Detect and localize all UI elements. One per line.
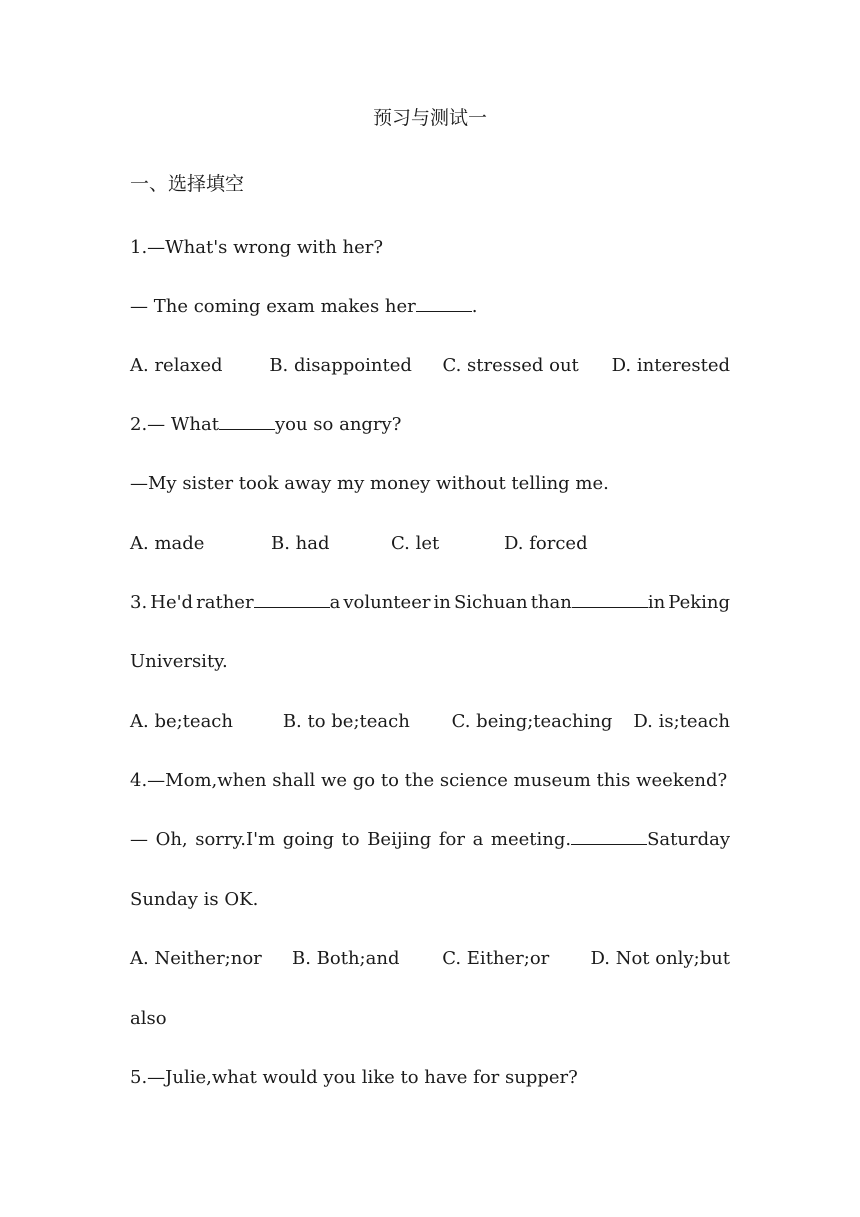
question-1-stem: 1.—What's wrong with her? bbox=[130, 237, 384, 258]
stem-word: volunteer bbox=[343, 592, 431, 613]
reply-text: — The coming exam makes her bbox=[130, 296, 416, 317]
page-title: 预习与测试一 bbox=[372, 107, 487, 129]
answer-blank bbox=[571, 826, 647, 845]
reply-word: Saturday bbox=[647, 829, 730, 850]
question-1-options bbox=[130, 352, 730, 380]
option-c: C. Either;or bbox=[442, 948, 550, 969]
reply-word: Beijing bbox=[367, 829, 432, 850]
question-2-reply: —My sister took away my money without telling me. bbox=[130, 473, 609, 494]
question-4-options bbox=[130, 945, 730, 973]
reply-word: Oh, bbox=[155, 829, 188, 850]
option-b: B. had bbox=[271, 533, 330, 554]
stem-word-with-blank bbox=[196, 589, 340, 617]
question-1-reply bbox=[130, 293, 730, 321]
stem-word-with-blank bbox=[531, 589, 666, 617]
option-a: A. relaxed bbox=[130, 355, 223, 376]
answer-blank bbox=[572, 589, 648, 608]
option-a: A. be;teach bbox=[130, 711, 233, 732]
stem-word: in bbox=[647, 592, 666, 613]
option-a: A. made bbox=[130, 533, 205, 554]
stem-word: in bbox=[433, 592, 451, 613]
stem-text: 2.— What bbox=[130, 414, 219, 435]
question-4-stem: 4.—Mom,when shall we go to the science museum this weekend? bbox=[130, 770, 728, 791]
question-5-stem: 5.—Julie,what would you like to have for supper? bbox=[130, 1067, 578, 1088]
question-4-reply-continued: Sunday is OK. bbox=[130, 889, 259, 910]
stem-word: Sichuan bbox=[453, 592, 528, 613]
option-b: B. to be;teach bbox=[282, 711, 410, 732]
answer-blank bbox=[219, 411, 275, 430]
option-a: A. Neither;nor bbox=[130, 948, 262, 969]
option-b: B. disappointed bbox=[269, 355, 412, 376]
answer-blank bbox=[254, 589, 330, 608]
stem-word: rather bbox=[196, 592, 254, 613]
reply-word: for bbox=[438, 829, 465, 850]
question-3-stem-continued: University. bbox=[130, 651, 228, 672]
option-d: D. forced bbox=[504, 533, 588, 554]
option-c: C. let bbox=[391, 533, 440, 554]
option-d: D. is;teach bbox=[633, 711, 730, 732]
reply-word: — bbox=[130, 829, 148, 850]
stem-word: a bbox=[329, 592, 341, 613]
stem-word: 3. bbox=[130, 592, 148, 613]
reply-word: going bbox=[282, 829, 334, 850]
option-d: D. Not only;but bbox=[590, 948, 731, 969]
stem-text: you so angry? bbox=[274, 414, 402, 435]
question-4-options-continued: also bbox=[130, 1008, 167, 1029]
answer-blank bbox=[416, 293, 472, 312]
stem-word: Peking bbox=[668, 592, 730, 613]
reply-word-with-blank bbox=[491, 826, 730, 854]
stem-word: He'd bbox=[150, 592, 194, 613]
question-3-options bbox=[130, 708, 730, 736]
option-b: B. Both;and bbox=[292, 948, 400, 969]
reply-word: to bbox=[341, 829, 360, 850]
option-c: C. being;teaching bbox=[451, 711, 613, 732]
reply-word: meeting. bbox=[490, 829, 572, 850]
question-3-stem bbox=[130, 589, 730, 617]
option-d: D. interested bbox=[611, 355, 730, 376]
question-2-options bbox=[130, 530, 730, 558]
section-heading: 一、选择填空 bbox=[130, 173, 245, 195]
option-c: C. stressed out bbox=[442, 355, 579, 376]
reply-word: a bbox=[472, 829, 484, 850]
stem-word: than bbox=[530, 592, 572, 613]
question-2-stem bbox=[130, 411, 730, 439]
question-4-reply bbox=[130, 826, 730, 854]
reply-word: sorry.I'm bbox=[195, 829, 276, 850]
reply-text: . bbox=[471, 296, 478, 317]
